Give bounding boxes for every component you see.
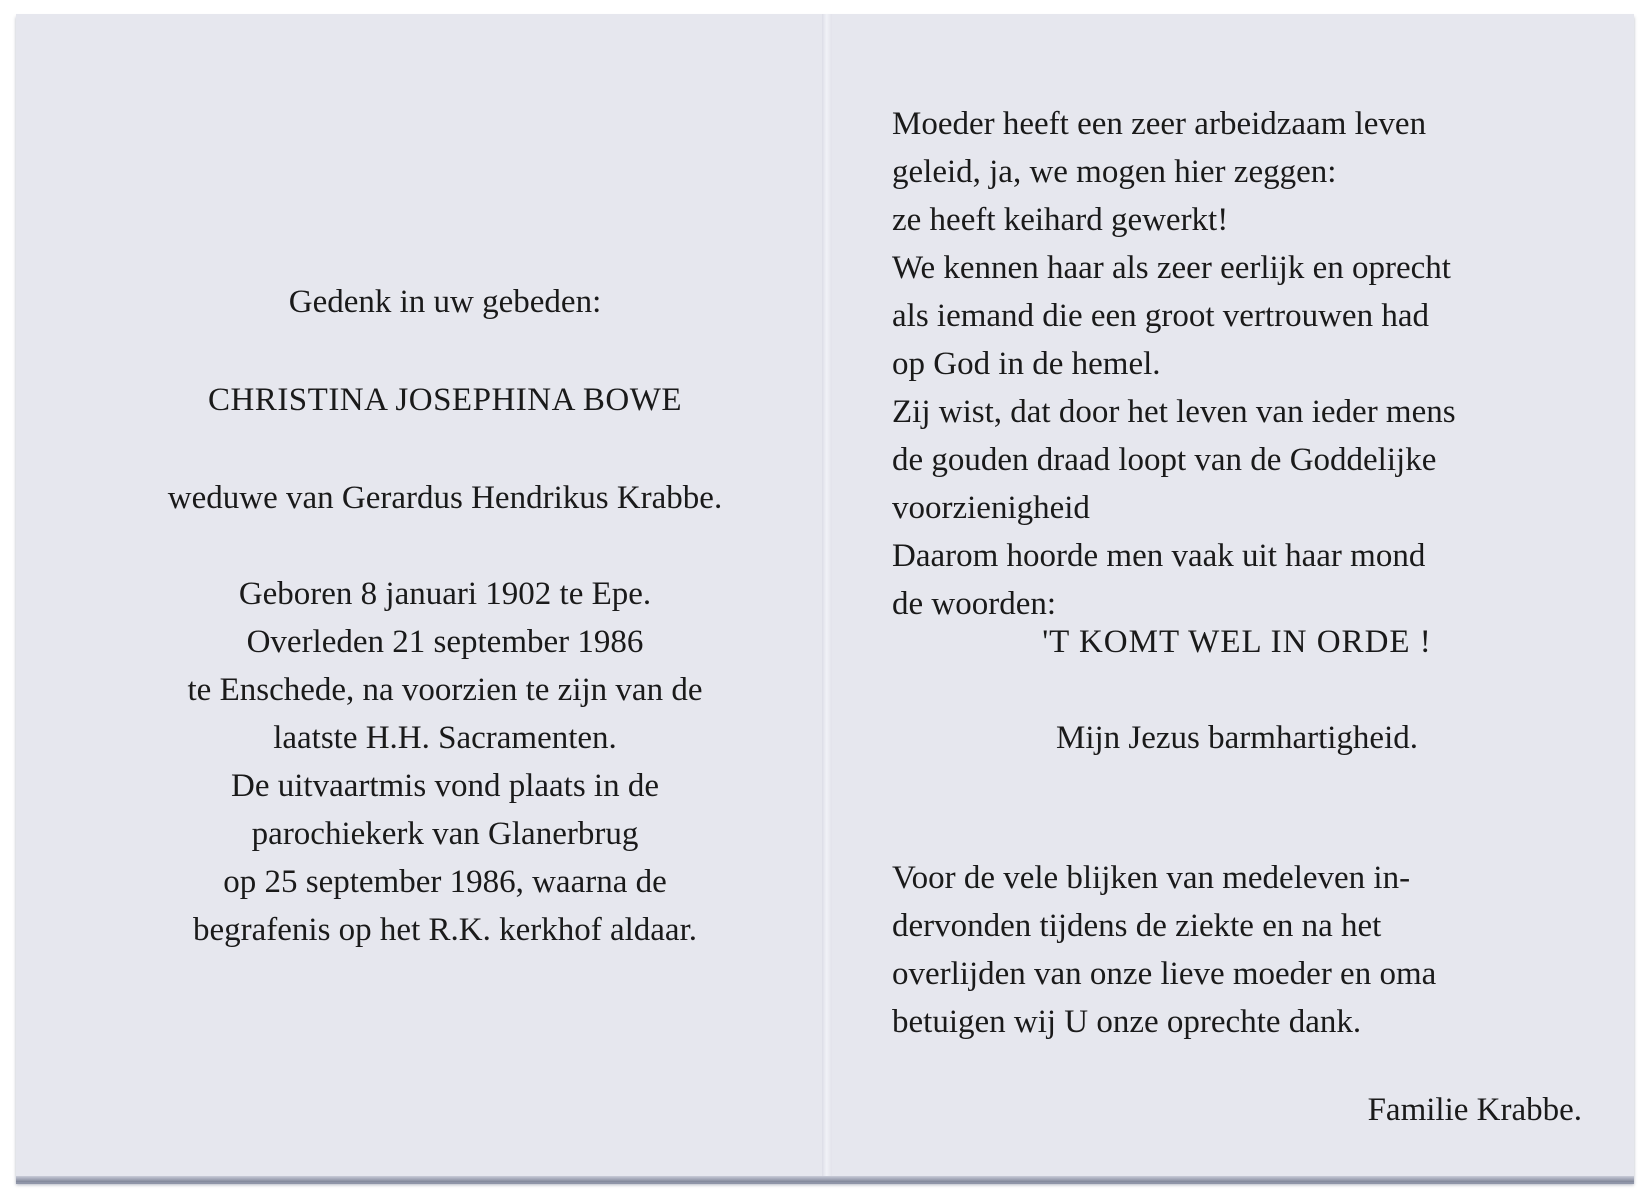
tribute-line: Daarom hoorde men vaak uit haar mond <box>892 538 1426 574</box>
tribute-line: geleid, ja, we mogen hier zeggen: <box>892 154 1337 190</box>
tribute-line: Zij wist, dat door het leven van ieder mens <box>892 394 1456 430</box>
life-detail-line: laatste H.H. Sacramenten. <box>273 720 617 756</box>
life-detail-line: parochiekerk van Glanerbrug <box>251 816 639 852</box>
right-panel <box>892 14 1582 1182</box>
deceased-name: CHRISTINA JOSEPHINA BOWE <box>207 382 683 418</box>
thanks-line: betuigen wij U onze oprechte dank. <box>892 1004 1362 1040</box>
closing-prayer: Mijn Jezus barmhartigheid. <box>1055 720 1418 756</box>
tribute-line: We kennen haar als zeer eerlijk en oprecht <box>892 250 1451 286</box>
life-detail-line: begrafenis op het R.K. kerkhof aldaar. <box>193 912 697 948</box>
prayer-heading: Gedenk in uw gebeden: <box>288 284 602 320</box>
life-details <box>100 570 790 954</box>
left-panel <box>100 14 790 1182</box>
tribute-line: Moeder heeft een zeer arbeidzaam leven <box>892 106 1427 142</box>
tribute-line: de gouden draad loopt van de Goddelijke <box>892 442 1437 478</box>
card-fold <box>822 14 832 1182</box>
family-signature: Familie Krabbe. <box>1367 1092 1582 1128</box>
tribute-line: op God in de hemel. <box>892 346 1161 382</box>
thanks-line: dervonden tijdens de ziekte en na het <box>892 908 1382 944</box>
thanks-text <box>892 854 1582 1046</box>
memorial-card <box>16 14 1634 1182</box>
life-detail-line: Geboren 8 januari 1902 te Epe. <box>238 576 652 612</box>
tribute-line: ze heeft keihard gewerkt! <box>892 202 1229 238</box>
tribute-text <box>892 100 1582 628</box>
tribute-line: de woorden: <box>892 586 1057 622</box>
motto: 'T KOMT WEL IN ORDE ! <box>1042 624 1432 660</box>
life-detail-line: te Enschede, na voorzien te zijn van de <box>187 672 703 708</box>
tribute-line: voorzienigheid <box>892 490 1090 526</box>
life-detail-line: Overleden 21 september 1986 <box>246 624 644 660</box>
life-detail-line: op 25 september 1986, waarna de <box>223 864 667 900</box>
life-detail-line: De uitvaartmis vond plaats in de <box>231 768 659 804</box>
thanks-line: overlijden van onze lieve moeder en oma <box>892 956 1437 992</box>
widow-line: weduwe van Gerardus Hendrikus Krabbe. <box>167 480 723 516</box>
tribute-line: als iemand die een groot vertrouwen had <box>892 298 1429 334</box>
thanks-line: Voor de vele blijken van medeleven in- <box>892 860 1411 896</box>
